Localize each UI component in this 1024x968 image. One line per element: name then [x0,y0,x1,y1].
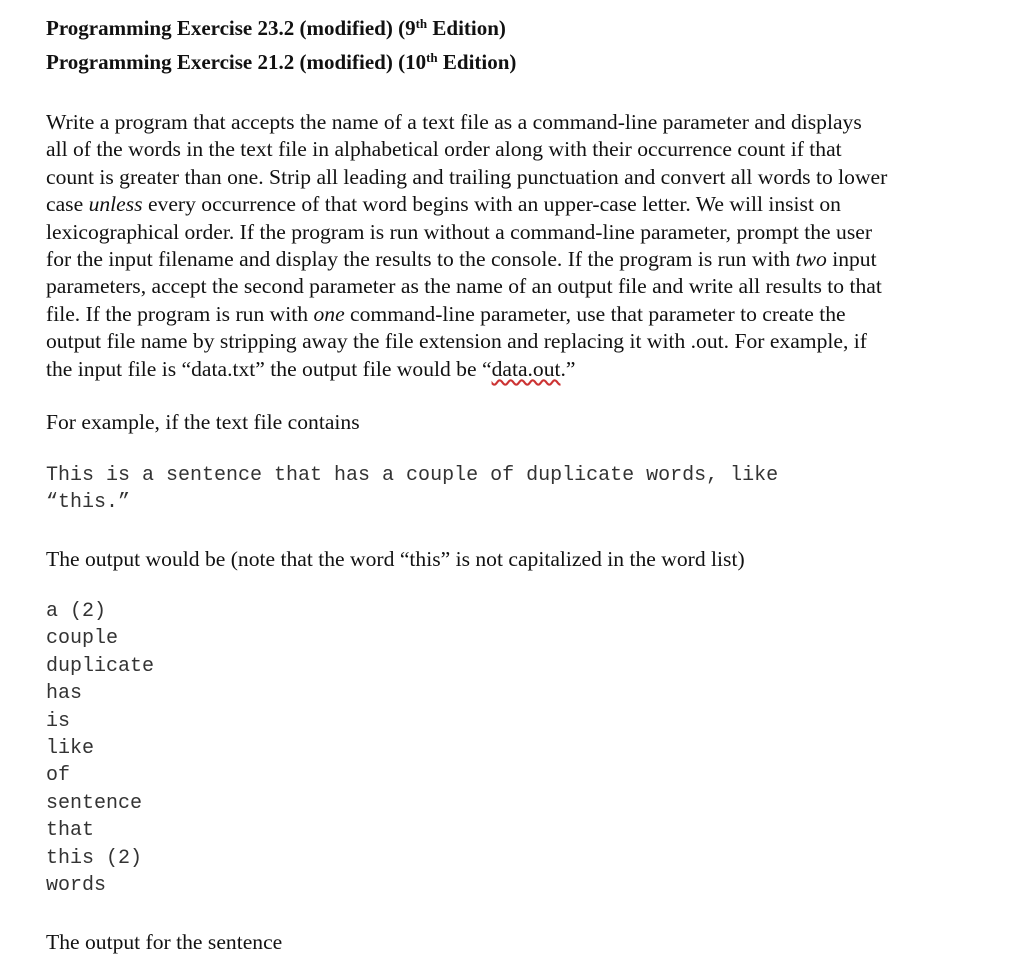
closing-text: The output for the sentence [46,930,283,954]
output-intro: The output would be (note that the word “this” is not capitalized in the word list) [46,547,745,571]
description-line-5: lexicographical order. If the program is run without a command-line parameter, prompt the user [46,219,873,244]
description-line-7: parameters, accept the second parameter as the name of an output file and write all results to that [46,274,882,299]
word-list-item: of [46,764,71,788]
emphasis-two: two [795,247,827,272]
heading-10th-text: Programming Exercise 21.2 (modified) (10 [46,50,427,74]
description-line-4-b: every occurrence of that word begins with an upper-case letter. We will insist on [142,192,841,217]
description-line-10-b: .” [560,356,576,381]
example-input-code [46,462,778,517]
description-line-10 [46,356,951,383]
example-intro: For example, if the text file contains [46,410,360,434]
heading-10th-superscript: th [426,50,438,65]
heading-9th-edition [46,15,506,41]
word-list-item: duplicate [46,654,155,678]
description-line-6-a: for the input filename and display the results to the console. If the program is run with [46,247,796,272]
heading-9th-tail: Edition) [427,16,506,40]
word-list-item: a (2) [46,600,107,623]
description-line-9: output file name by stripping away the file extension and replacing it with .out. For example, if [46,329,867,354]
description-line-4-a: case [46,192,89,217]
description-line-1: Write a program that accepts the name of a text file as a command-line parameter and displays [46,110,862,134]
description-line-2: all of the words in the text file in alphabetical order along with their occurrence count if that [46,137,842,162]
word-list-item: has [46,682,83,706]
word-list-item: sentence [46,791,143,815]
heading-10th-tail: Edition) [437,50,517,74]
heading-10th-edition [46,49,516,75]
exercise-description [46,109,951,383]
emphasis-one: one [313,301,345,326]
example-code-line-1: This is a sentence that has a couple of duplicate words, like [46,464,779,487]
word-list-item: couple [46,627,119,651]
example-code-line-2: “this.” [46,491,131,515]
word-list-item: is [46,709,71,733]
description-line-10-a: the input file is “data.txt” the output file would be “ [46,356,492,381]
word-list-item: like [46,737,95,761]
heading-9th-superscript: th [415,16,428,31]
description-line-6-b: input [826,247,877,272]
spellcheck-underlined-word: data.out [491,356,561,381]
word-list-item: words [46,874,107,898]
description-line-8-a: file. If the program is run with [46,301,314,326]
description-line-4 [46,191,951,218]
word-list-item: this (2) [46,846,143,870]
word-list-item: that [46,819,95,843]
description-line-6 [46,246,951,273]
output-word-list [46,598,154,899]
heading-9th-text: Programming Exercise 23.2 (modified) (9 [46,16,416,40]
description-line-8 [46,301,951,328]
description-line-3: count is greater than one. Strip all leading and trailing punctuation and convert all words to lower [46,164,888,189]
description-line-8-b: command-line parameter, use that parameter to create the [344,301,846,326]
emphasis-unless: unless [88,192,143,217]
